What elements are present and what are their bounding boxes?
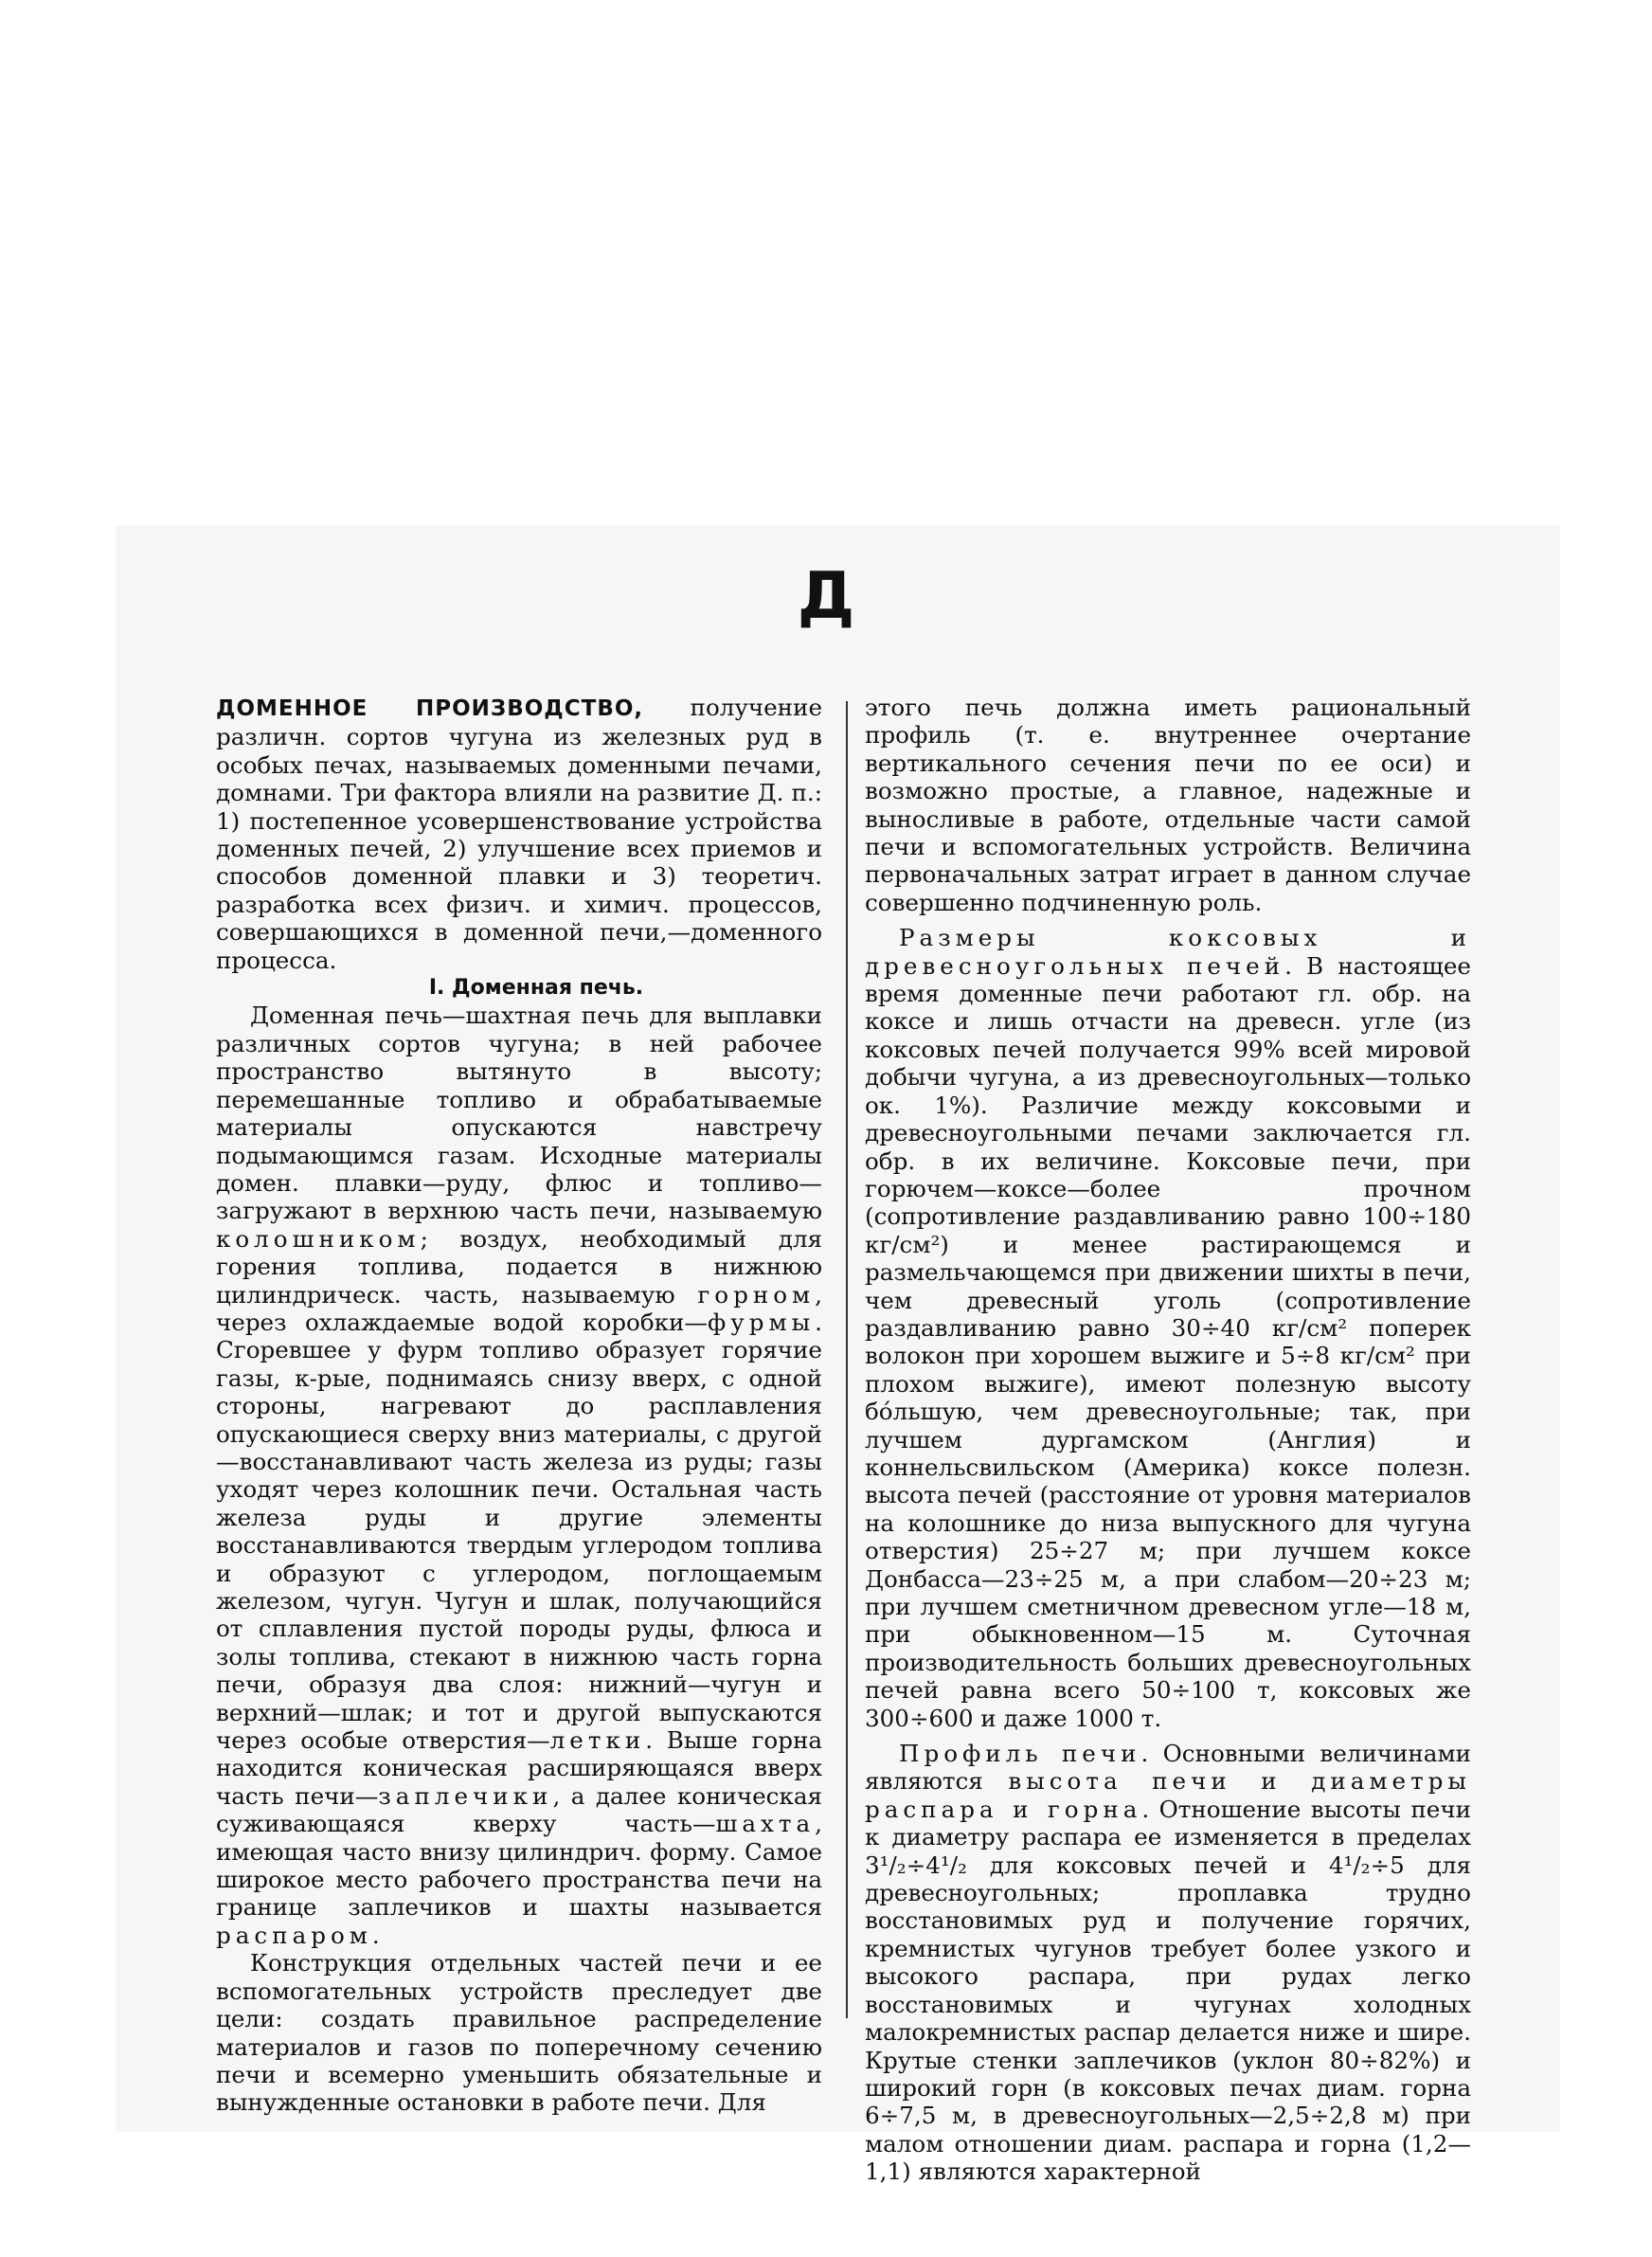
term-koloshnik: колошником: [216, 1224, 421, 1253]
section-heading: I. Доменная печь.: [428, 976, 644, 1001]
intro-text: получение различн. сортов чугуна из железных руд в особых печах, называемых доменными печами, домнами. Три фактора влияли на развитие Д. п.: 1) постепенное усовершенствование устройства доменных печей, 2) улучшение всех приемов и способов доменной плавки и 3) теоретич. разработка всех физич. и химич. процессов, совершающихся в доменной печи,—доменного процесса.: [216, 694, 822, 974]
left-column: [216, 694, 822, 2117]
text-run: . В настоящее время доменные печи работают гл. обр. на коксе и лишь отчасти на древесн. угле (из коксовых печей получается 99% всей мировой добычи чугуна, а из древесноугольных—только ок. 1%). Различие между коксовыми и древесноугольными печами заключается гл. обр. в их величине. Коксовые печи, при горючем—коксе—более прочном (сопротивление раздавливанию равно 100÷180 кг/см²) и менее растирающемся и размельчающемся при движении шихты в печи, чем древесный уголь (сопротивление раздавливанию равно 30÷40 кг/см² поперек волокон при хорошем выжиге и 5÷8 кг/см² при плохом выжиге), имеют полезную высоту бо́льшую, чем древесноугольные; так, при лучшем дургамском (Англия) и коннельсвильском (Америка) коксе полезн. высота печей (расстояние от уровня материалов на колошнике до низа выпускного для чугуна отверстия) 25÷27 м; при лучшем коксе Донбасса—23÷25 м, а при слабом—20÷23 м; при лучшем сметничном древесном угле—18 м, при обыкновенном—15 м. Суточная производительность больших древесноугольных печей равна всего 50÷100 т, коксовых же 300÷600 и даже 1000 т.: [865, 951, 1471, 1732]
paragraph-gap: [865, 916, 1471, 924]
term-profile: Профиль печи: [899, 1740, 1141, 1768]
term-zaplechiki: заплечики: [378, 1781, 553, 1810]
text-run: . Выше горна находится коническая расширяющаяся вверх часть печи—: [216, 1726, 823, 1810]
term-raspar: распаром: [216, 1921, 372, 1949]
text-run: , через охлаждаемые водой коробки—: [216, 1280, 822, 1336]
term-sizes: Размеры коксовых и древесноугольных печей: [865, 924, 1471, 980]
right-column: [865, 694, 1471, 2186]
term-furmy: фурмы: [708, 1308, 816, 1336]
term-height-diameters: высота печи и диаметры распара и горна: [865, 1767, 1471, 1823]
section-letter: Д: [797, 559, 855, 634]
text-run: ; воздух, необходимый для горения топлива, подается в нижнюю цилиндрическ. часть, называемую: [216, 1224, 822, 1309]
article-title: ДОМЕННОЕ ПРОИЗВОДСТВО,: [216, 696, 644, 721]
article-intro: [216, 694, 822, 974]
paragraph-gap: [865, 1732, 1471, 1740]
paragraph-furnace: [216, 1002, 822, 1949]
text-run: . Основными величинами являются: [865, 1740, 1471, 1796]
text-run: Доменная печь—шахтная печь для выплавки различных сортов чугуна; в ней рабочее пространство вытянуто в высоту; перемешанные топливо и обрабатываемые материалы опускаются навстречу подымающимся газам. Исходные материалы домен. плавки—руду, флюс и топливо—загружают в верхнюю часть печи, называемую: [216, 1002, 822, 1225]
term-letki: летки: [549, 1726, 646, 1755]
text-run: .: [371, 1921, 380, 1949]
text-run: , а далее коническая суживающаяся кверху часть—: [216, 1781, 822, 1838]
paragraph-sizes: [865, 924, 1471, 1732]
text-run: , имеющая часто внизу цилиндрич. форму. Самое широкое место рабочего пространства печи на границе заплечиков и шахты называется: [216, 1810, 822, 1922]
column-divider: [846, 701, 848, 2018]
paragraph-construction: Конструкция отдельных частей печи и ее вспомогательных устройств преследует две цели: создать правильное распределение материалов и газов по поперечному сечению печи и всемерно уменьшить обязательные и вынужденные остановки в работе печи. Для: [216, 1949, 822, 2117]
text-run: . Сгоревшее у фурм топливо образует горячие газы, к-рые, поднимаясь снизу вверх, с одной стороны, нагревают до расплавления опускающиеся сверху вниз материалы, с другой—восстанавливают часть железа из руды; газы уходят через колошник печи. Остальная часть железа руды и другие элементы восстанавливаются твердым углеродом топлива и образуют с углеродом, поглощаемым железом, чугун. Чугун и шлак, получающийся от сплавления пустой породы руды, флюса и золы топлива, стекают в нижнюю часть горна печи, образуя два слоя: нижний—чугун и верхний—шлак; и тот и другой выпускаются через особые отверстия—: [216, 1308, 822, 1755]
term-gorn: горном: [697, 1280, 816, 1309]
text-run: . Отношение высоты печи к диаметру распара ее изменяется в пределах 3¹/₂÷4¹/₂ для коксовых печей и 4¹/₂÷5 для древесноугольных; проплавка трудно восстановимых руд и получение горячих, кремнистых чугунов требует более узкого и высокого распара, при рудах легко восстановимых и чугунах холодных малокремнистых распар делается ниже и шире. Крутые стенки заплечиков (уклон 80÷82%) и широкий горн (в коксовых печах диам. горна 6÷7,5 м, в древесноугольных—2,5÷2,8 м) при малом отношении диам. распара и горна (1,2—1,1) являются характерной: [865, 1795, 1471, 2186]
paragraph-profile: [865, 1740, 1471, 2186]
paragraph-continuation: этого печь должна иметь рациональный профиль (т. е. внутреннее очертание вертикального сечения печи по ее оси) и возможно простые, а главное, надежные и выносливые в работе, отдельные части самой печи и вспомогательных устройств. Величина первоначальных затрат играет в данном случае совершенно подчиненную роль.: [865, 694, 1471, 916]
term-shakhta: шахта: [715, 1810, 816, 1838]
